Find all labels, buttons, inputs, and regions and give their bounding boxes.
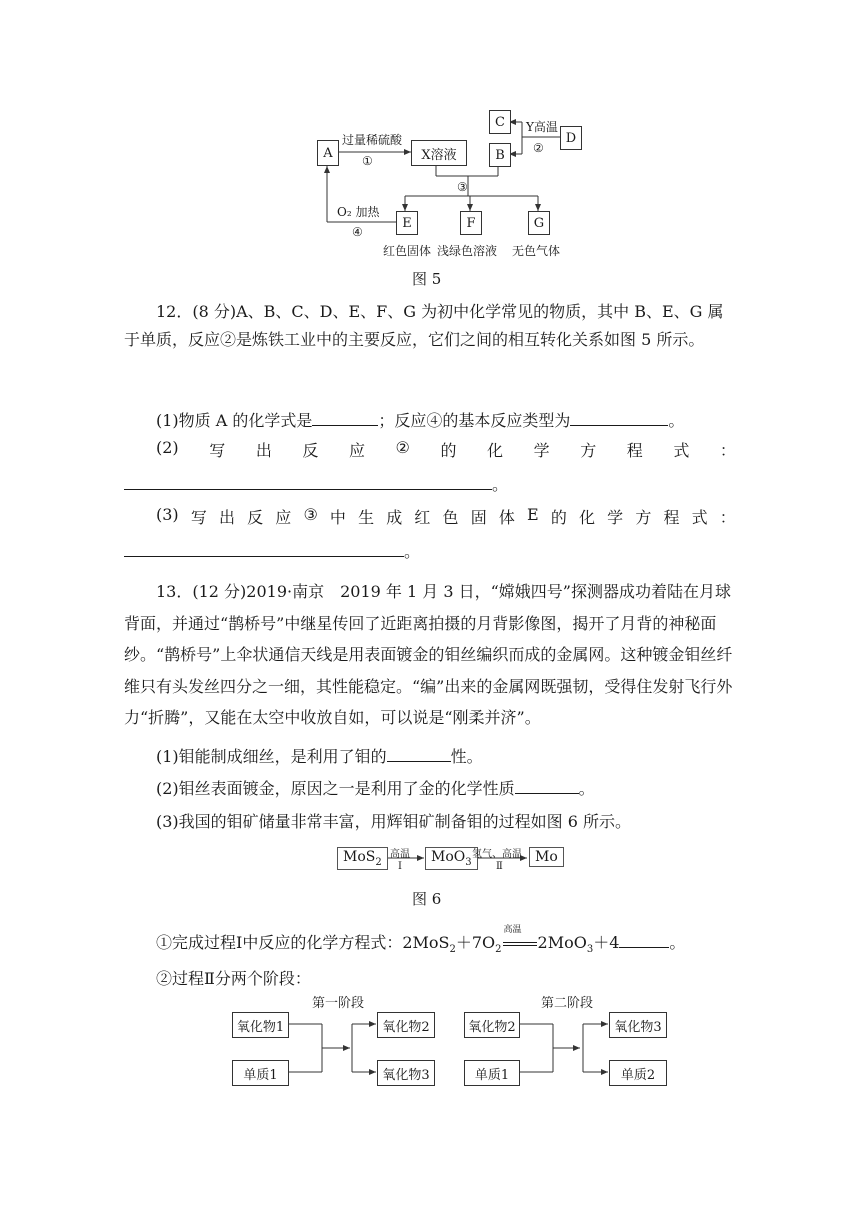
q13-part1: (1)钼能制成细丝，是利用了钼的 性。 [156, 747, 483, 766]
fig6-step1-number: Ⅰ [398, 861, 402, 872]
q13-intro: 13．(12 分)2019·南京 2019 年 1 月 3 日，“嫦娥四号”探测器成功着陆在月球背面，并通过“鹊桥号”中继星传回了近距离拍摄的月背影像图，揭开了月背的神秘面纱。“鹊桥号”上伞状通信天线是用表面镀金的钼丝编织而成的金属网。这种镀金钼丝纤维只有头发丝四分之一细，其性能稳定。“编”出来的金属网既强韧，受得住发射飞行外力“折腾”，又能在太空中收放自如，可以说是“刚柔并济”。 [124, 582, 733, 727]
q12-part3: (3) 写 出 反 应 ③ 中 生 成 红 色 固 体 E 的 化 学 方 程 式 ： [156, 505, 736, 527]
stage2-title: 第二阶段 [541, 996, 594, 1011]
reaction2-label: Y高温 [526, 120, 558, 134]
reaction4-number: ④ [352, 225, 363, 239]
node-x-solution: X溶液 [411, 140, 467, 166]
q12-part3-answer-line: 。 [124, 539, 420, 562]
reaction3-number: ③ [457, 180, 468, 194]
node-e: E [396, 211, 418, 235]
reaction1-label: 过量稀硫酸 [342, 133, 403, 147]
node-b: B [489, 143, 511, 167]
q12-part2-answer-line: 。 [124, 472, 508, 495]
q13-sub2: ②过程Ⅱ分两个阶段： [156, 969, 311, 988]
node-c: C [489, 110, 511, 134]
fig6-step2-condition: 氢气、高温 [472, 849, 522, 860]
figure6-caption: 图 6 [412, 890, 442, 908]
fig6-box-mo: Mo [529, 847, 564, 867]
reaction1-number: ① [362, 154, 373, 168]
stage1-input-element1: 单质1 [232, 1060, 289, 1086]
node-d: D [560, 126, 582, 150]
stage1-input-oxide1: 氧化物1 [232, 1012, 289, 1038]
high-temp-condition: 高温 [502, 933, 538, 952]
q12-part2: (2) 写 出 反 应 ② 的 化 学 方 程 式 ： [156, 438, 736, 460]
stage1-output-oxide2: 氧化物2 [377, 1012, 435, 1038]
stage1-title: 第一阶段 [312, 996, 365, 1011]
q13-part3: (3)我国的钼矿储量非常丰富，用辉钼矿制备钼的过程如图 6 所示。 [156, 812, 632, 831]
node-g: G [528, 211, 550, 235]
stage2-input-oxide2: 氧化物2 [464, 1012, 520, 1038]
reaction2-number: ② [533, 141, 544, 155]
stage2-input-element1: 单质1 [464, 1060, 520, 1086]
stage2-output-element2: 单质2 [609, 1060, 667, 1086]
q13-sub1: ①完成过程Ⅰ中反应的化学方程式：$2MoS_2+7O_2$ 高温 2MoO$_3$＋4 。 [156, 925, 686, 956]
q12-part1: (1)物质 A 的化学式是 ；反应④的基本反应类型为 。 [156, 411, 685, 430]
desc-f: 浅绿色溶液 [437, 244, 498, 258]
desc-g: 无色气体 [512, 244, 561, 258]
reaction4-label: O₂ 加热 [337, 205, 380, 219]
q13-part2: (2)钼丝表面镀金，原因之一是利用了金的化学性质 。 [156, 779, 595, 798]
q12-intro: 12．(8 分)A、B、C、D、E、F、G 为初中化学常见的物质，其中 B、E、G 属于单质，反应②是炼铁工业中的主要反应，它们之间的相互转化关系如图 5 所示。 [124, 302, 724, 349]
figure5-caption: 图 5 [412, 270, 442, 288]
stage1-output-oxide3: 氧化物3 [377, 1060, 435, 1086]
desc-e: 红色固体 [383, 244, 432, 258]
fig6-box-mos2: MoS$_2$ [337, 847, 388, 870]
fig6-step2-number: Ⅱ [496, 861, 503, 872]
stage2-output-oxide3: 氧化物3 [609, 1012, 667, 1038]
node-f: F [460, 211, 482, 235]
fig6-step1-condition: 高温 [390, 849, 410, 860]
node-a: A [317, 140, 339, 166]
fig6-box-moo3: MoO$_3$ [425, 847, 478, 870]
